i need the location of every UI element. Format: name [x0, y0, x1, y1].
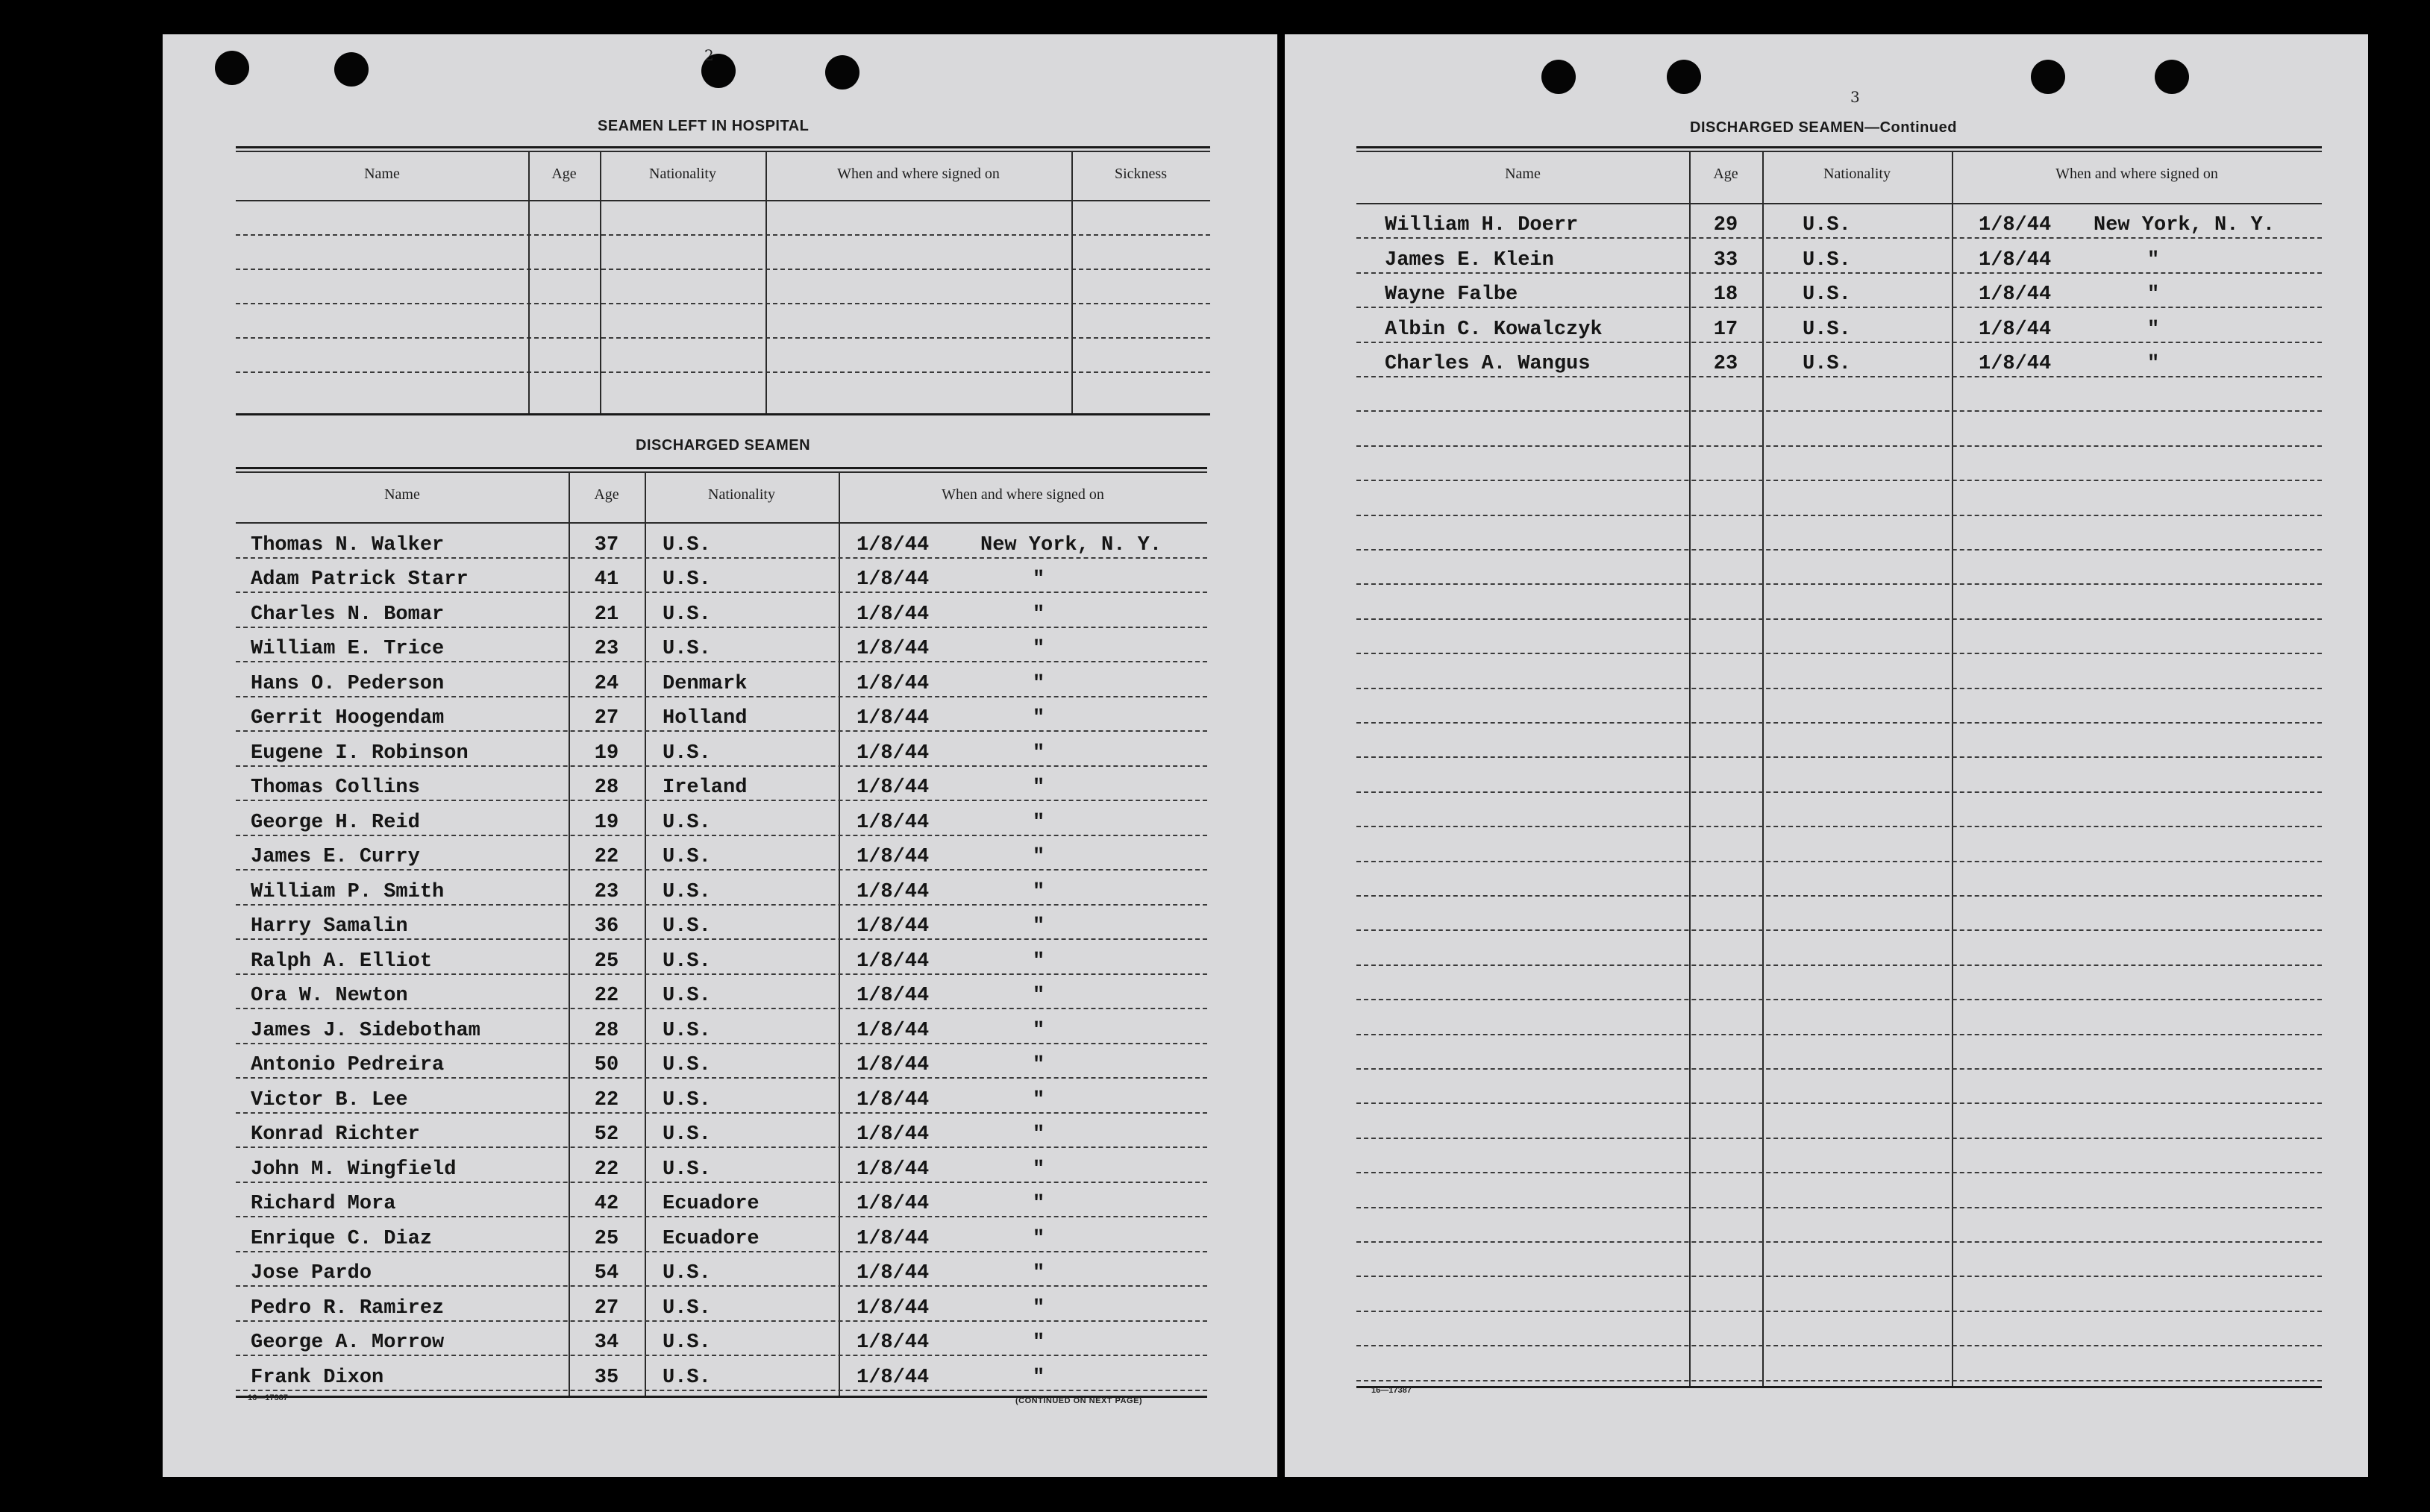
seaman-nationality: U.S.: [663, 985, 711, 1007]
seaman-name: Wayne Falbe: [1385, 283, 1518, 307]
seaman-name: Konrad Richter: [251, 1123, 420, 1146]
seaman-nationality: U.S.: [1803, 318, 1851, 341]
seaman-age: 42: [594, 1193, 619, 1215]
seaman-name: George H. Reid: [251, 811, 420, 834]
column-header: When and where signed on: [837, 166, 1000, 182]
row-line: [236, 869, 1207, 871]
seaman-age: 50: [594, 1054, 619, 1076]
row-line: [1356, 895, 2322, 897]
row-line: [1356, 1068, 2322, 1070]
punch-hole: [1541, 60, 1576, 94]
row-line: [1356, 1034, 2322, 1035]
form-code: 16—17387: [248, 1393, 288, 1402]
signed-on-date: 1/8/44: [857, 603, 930, 626]
seaman-nationality: U.S.: [663, 1019, 711, 1042]
signed-on-date: 1/8/44: [857, 672, 930, 695]
signed-on-place: ": [1033, 1088, 1045, 1111]
row-line: [1356, 376, 2322, 377]
signed-on-place: ": [1033, 741, 1045, 765]
seaman-name: William H. Doerr: [1385, 214, 1579, 237]
column-header: Name: [364, 166, 400, 182]
discharged-title: DISCHARGED SEAMEN: [636, 437, 811, 454]
seaman-name: Charles N. Bomar: [251, 603, 445, 626]
signed-on-date: 1/8/44: [857, 707, 930, 730]
seaman-age: 22: [594, 985, 619, 1007]
column-header: Name: [1505, 166, 1541, 182]
hospital-title: SEAMEN LEFT IN HOSPITAL: [598, 118, 810, 134]
seaman-age: 17: [1713, 318, 1738, 341]
row-line: [1356, 1311, 2322, 1312]
row-line: [1356, 861, 2322, 862]
signed-on-place: ": [1033, 880, 1045, 903]
form-code: 16—17387: [1371, 1386, 1412, 1395]
signed-on-date: 1/8/44: [857, 880, 930, 903]
seaman-nationality: U.S.: [663, 568, 711, 591]
signed-on-place: ": [1033, 950, 1045, 973]
row-line: [1356, 618, 2322, 620]
signed-on-place: ": [2147, 353, 2160, 375]
row-line: [1356, 1276, 2322, 1277]
row-line: [1356, 756, 2322, 758]
seaman-name: Ralph A. Elliot: [251, 950, 433, 973]
row-line: [1356, 272, 2322, 274]
row-line: [236, 1320, 1207, 1322]
row-line: [1356, 480, 2322, 481]
row-line: [1356, 237, 2322, 239]
seaman-nationality: U.S.: [1803, 353, 1851, 375]
seaman-name: Gerrit Hoogendam: [251, 707, 445, 730]
signed-on-place: ": [1033, 915, 1045, 938]
seaman-nationality: U.S.: [663, 603, 711, 626]
column-header: Age: [594, 486, 619, 503]
seaman-age: 36: [594, 915, 619, 938]
seaman-name: Richard Mora: [251, 1193, 396, 1215]
signed-on-place: ": [1033, 672, 1045, 695]
signed-on-date: 1/8/44: [857, 741, 930, 765]
row-line: [236, 835, 1207, 836]
signed-on-date: 1/8/44: [857, 1366, 930, 1389]
signed-on-date: 1/8/44: [857, 1019, 930, 1042]
row-line: [1356, 1102, 2322, 1104]
seaman-age: 25: [594, 950, 619, 973]
signed-on-date: 1/8/44: [857, 638, 930, 660]
seaman-name: George A. Morrow: [251, 1331, 445, 1354]
signed-on-place: ": [1033, 1193, 1045, 1215]
seaman-name: Thomas N. Walker: [251, 533, 445, 556]
signed-on-date: 1/8/44: [1979, 248, 2052, 272]
column-header: When and where signed on: [2055, 166, 2218, 182]
seaman-age: 28: [594, 1019, 619, 1042]
signed-on-date: 1/8/44: [857, 811, 930, 834]
row-line: [236, 627, 1207, 628]
punch-hole: [825, 55, 859, 90]
seaman-name: James E. Klein: [1385, 248, 1554, 272]
row-line: [1356, 964, 2322, 966]
row-line: [236, 337, 1210, 339]
seaman-nationality: U.S.: [663, 1158, 711, 1181]
signed-on-date: 1/8/44: [857, 950, 930, 973]
table-rule: [236, 471, 1207, 473]
row-line: [236, 1112, 1207, 1114]
row-line: [236, 904, 1207, 906]
signed-on-date: 1/8/44: [1979, 318, 2052, 341]
row-line: [1356, 1138, 2322, 1139]
seaman-age: 19: [594, 741, 619, 765]
seaman-name: William E. Trice: [251, 638, 445, 660]
seaman-name: Harry Samalin: [251, 915, 408, 938]
signed-on-date: 1/8/44: [857, 1054, 930, 1076]
signed-on-place: ": [2147, 283, 2160, 307]
table-rule: [1356, 1386, 2322, 1388]
row-line: [1356, 515, 2322, 516]
row-line: [236, 592, 1207, 593]
row-line: [1356, 653, 2322, 654]
right-page: [1285, 34, 2368, 1477]
punch-hole: [215, 51, 249, 85]
seaman-name: John M. Wingfield: [251, 1158, 457, 1181]
row-line: [1356, 1172, 2322, 1173]
row-line: [236, 938, 1207, 940]
row-line: [1356, 549, 2322, 550]
seaman-age: 27: [594, 1296, 619, 1320]
signed-on-date: 1/8/44: [857, 568, 930, 591]
signed-on-place: ": [1033, 1331, 1045, 1354]
seaman-nationality: U.S.: [663, 1331, 711, 1354]
row-line: [236, 1182, 1207, 1183]
row-line: [236, 1077, 1207, 1079]
column-header: Nationality: [708, 486, 775, 503]
signed-on-place: ": [1033, 638, 1045, 660]
seaman-age: 18: [1713, 283, 1738, 307]
row-line: [236, 1146, 1207, 1148]
punch-hole: [2031, 60, 2065, 94]
punch-hole: [1667, 60, 1701, 94]
row-line: [1356, 999, 2322, 1000]
seaman-nationality: U.S.: [663, 811, 711, 834]
table-rule: [236, 146, 1210, 148]
seaman-nationality: U.S.: [663, 880, 711, 903]
header-rule: [236, 200, 1210, 201]
seaman-name: Eugene I. Robinson: [251, 741, 469, 765]
column-divider: [765, 151, 767, 413]
signed-on-date: 1/8/44: [857, 1262, 930, 1284]
column-header: Age: [1713, 166, 1738, 182]
signed-on-date: 1/8/44: [857, 1331, 930, 1354]
row-line: [1356, 445, 2322, 447]
signed-on-date: 1/8/44: [857, 777, 930, 799]
signed-on-place: ": [1033, 985, 1045, 1007]
column-divider: [645, 471, 646, 1396]
seaman-name: Antonio Pedreira: [251, 1054, 445, 1076]
signed-on-date: 1/8/44: [1979, 214, 2052, 237]
table-rule: [1356, 146, 2322, 148]
seaman-name: James J. Sidebotham: [251, 1019, 480, 1042]
seaman-nationality: U.S.: [663, 950, 711, 973]
signed-on-date: 1/8/44: [857, 1123, 930, 1146]
seaman-nationality: U.S.: [663, 638, 711, 660]
seaman-name: Jose Pardo: [251, 1262, 372, 1284]
signed-on-place: ": [1033, 777, 1045, 799]
row-line: [236, 371, 1210, 373]
seaman-nationality: U.S.: [663, 846, 711, 868]
row-line: [1356, 1207, 2322, 1208]
row-line: [236, 661, 1207, 662]
seaman-age: 35: [594, 1366, 619, 1389]
signed-on-date: 1/8/44: [857, 985, 930, 1007]
row-line: [1356, 722, 2322, 724]
seaman-name: Frank Dixon: [251, 1366, 384, 1389]
column-divider: [839, 471, 840, 1396]
table-rule: [1356, 151, 2322, 152]
row-line: [236, 1251, 1207, 1252]
row-line: [236, 234, 1210, 236]
punch-hole: [334, 52, 369, 87]
continued-note: (CONTINUED ON NEXT PAGE): [1015, 1396, 1143, 1405]
seaman-name: Ora W. Newton: [251, 985, 408, 1007]
header-rule: [1356, 203, 2322, 204]
seaman-name: Pedro R. Ramirez: [251, 1296, 445, 1320]
discharged-continued-title: DISCHARGED SEAMEN—Continued: [1690, 119, 1957, 136]
seaman-name: William P. Smith: [251, 880, 445, 903]
seaman-age: 28: [594, 777, 619, 799]
seaman-age: 21: [594, 603, 619, 626]
seaman-age: 19: [594, 811, 619, 834]
row-line: [236, 1043, 1207, 1044]
signed-on-place: ": [1033, 1262, 1045, 1284]
signed-on-place: ": [1033, 1227, 1045, 1250]
row-line: [1356, 688, 2322, 689]
column-header: Sickness: [1115, 166, 1167, 182]
seaman-nationality: U.S.: [663, 915, 711, 938]
signed-on-date: 1/8/44: [1979, 353, 2052, 375]
seaman-nationality: Ireland: [663, 777, 748, 799]
signed-on-place: ": [1033, 1296, 1045, 1320]
left-page: [163, 34, 1277, 1477]
signed-on-place: ": [1033, 1019, 1045, 1042]
header-rule: [236, 522, 1207, 524]
table-rule: [236, 151, 1210, 152]
signed-on-place: ": [1033, 568, 1045, 591]
signed-on-date: 1/8/44: [857, 1296, 930, 1320]
seaman-nationality: U.S.: [663, 1262, 711, 1284]
row-line: [1356, 410, 2322, 412]
column-header: Nationality: [649, 166, 716, 182]
row-line: [236, 730, 1207, 732]
row-line: [236, 1390, 1207, 1391]
signed-on-place: ": [1033, 846, 1045, 868]
row-line: [236, 1008, 1207, 1009]
signed-on-place: ": [2147, 248, 2160, 272]
seaman-age: 22: [594, 846, 619, 868]
signed-on-date: 1/8/44: [857, 915, 930, 938]
signed-on-place: New York, N. Y.: [2094, 214, 2276, 237]
seaman-nationality: Holland: [663, 707, 748, 730]
row-line: [236, 1355, 1207, 1356]
row-line: [1356, 1380, 2322, 1381]
signed-on-date: 1/8/44: [857, 1193, 930, 1215]
seaman-name: Hans O. Pederson: [251, 672, 445, 695]
seaman-nationality: U.S.: [663, 533, 711, 556]
table-rule: [236, 467, 1207, 469]
seaman-name: Charles A. Wangus: [1385, 353, 1591, 375]
table-rule: [236, 413, 1210, 415]
column-header: When and where signed on: [942, 486, 1104, 503]
seaman-age: 23: [594, 880, 619, 903]
seaman-age: 22: [594, 1158, 619, 1181]
seaman-age: 33: [1713, 248, 1738, 272]
seaman-nationality: U.S.: [1803, 283, 1851, 307]
seaman-age: 25: [594, 1227, 619, 1250]
signed-on-place: ": [1033, 1158, 1045, 1181]
signed-on-date: 1/8/44: [857, 533, 930, 556]
row-line: [236, 765, 1207, 767]
row-line: [1356, 826, 2322, 827]
row-line: [236, 269, 1210, 270]
signed-on-place: ": [1033, 1366, 1045, 1389]
seaman-age: 52: [594, 1123, 619, 1146]
signed-on-place: ": [1033, 603, 1045, 626]
seaman-age: 22: [594, 1088, 619, 1111]
seaman-nationality: U.S.: [663, 1366, 711, 1389]
row-line: [236, 800, 1207, 801]
seaman-name: Thomas Collins: [251, 777, 420, 799]
column-divider: [1762, 151, 1764, 1386]
row-line: [236, 303, 1210, 304]
column-divider: [1952, 151, 1953, 1386]
signed-on-date: 1/8/44: [857, 846, 930, 868]
punch-hole: [2155, 60, 2189, 94]
column-divider: [600, 151, 601, 413]
column-header: Name: [384, 486, 420, 503]
signed-on-place: ": [1033, 1054, 1045, 1076]
seaman-age: 24: [594, 672, 619, 695]
row-line: [1356, 583, 2322, 585]
column-header: Age: [551, 166, 577, 182]
seaman-name: Albin C. Kowalczyk: [1385, 318, 1603, 341]
signed-on-place: ": [2147, 318, 2160, 341]
column-header: Nationality: [1823, 166, 1891, 182]
row-line: [1356, 1241, 2322, 1243]
seaman-nationality: U.S.: [1803, 248, 1851, 272]
seaman-age: 34: [594, 1331, 619, 1354]
seaman-name: Victor B. Lee: [251, 1088, 408, 1111]
row-line: [1356, 929, 2322, 931]
seaman-nationality: Ecuadore: [663, 1227, 760, 1250]
row-line: [236, 1285, 1207, 1287]
seaman-nationality: Denmark: [663, 672, 748, 695]
signed-on-date: 1/8/44: [857, 1227, 930, 1250]
row-line: [236, 696, 1207, 697]
seaman-nationality: U.S.: [663, 1088, 711, 1111]
seaman-age: 27: [594, 707, 619, 730]
seaman-name: Enrique C. Diaz: [251, 1227, 433, 1250]
seaman-nationality: U.S.: [663, 741, 711, 765]
row-line: [1356, 342, 2322, 343]
column-divider: [528, 151, 530, 413]
page-number: 3: [1850, 88, 1860, 106]
seaman-nationality: U.S.: [1803, 214, 1851, 237]
row-line: [236, 1216, 1207, 1217]
row-line: [1356, 791, 2322, 793]
seaman-nationality: U.S.: [663, 1296, 711, 1320]
signed-on-date: 1/8/44: [857, 1158, 930, 1181]
seaman-age: 41: [594, 568, 619, 591]
signed-on-place: New York, N. Y.: [980, 533, 1162, 556]
row-line: [1356, 1345, 2322, 1346]
signed-on-date: 1/8/44: [1979, 283, 2052, 307]
seaman-age: 54: [594, 1262, 619, 1284]
row-line: [236, 973, 1207, 975]
signed-on-place: ": [1033, 1123, 1045, 1146]
signed-on-date: 1/8/44: [857, 1088, 930, 1111]
seaman-age: 29: [1713, 214, 1738, 237]
seaman-nationality: Ecuadore: [663, 1193, 760, 1215]
seaman-age: 23: [594, 638, 619, 660]
row-line: [1356, 307, 2322, 308]
seaman-age: 23: [1713, 353, 1738, 375]
page-number: 2: [704, 46, 714, 64]
column-divider: [1071, 151, 1073, 413]
seaman-nationality: U.S.: [663, 1054, 711, 1076]
seaman-age: 37: [594, 533, 619, 556]
seaman-name: Adam Patrick Starr: [251, 568, 469, 591]
seaman-nationality: U.S.: [663, 1123, 711, 1146]
seaman-name: James E. Curry: [251, 846, 420, 868]
signed-on-place: ": [1033, 811, 1045, 834]
signed-on-place: ": [1033, 707, 1045, 730]
row-line: [236, 557, 1207, 559]
